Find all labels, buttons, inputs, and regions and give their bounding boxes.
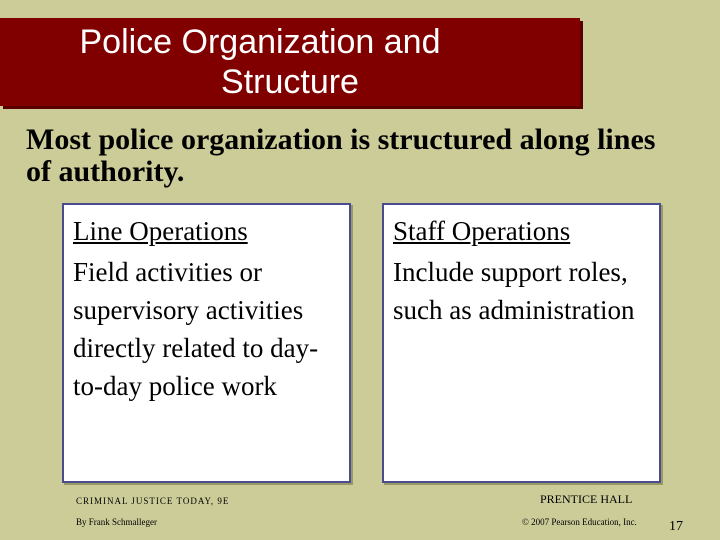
- slide-title: [0, 22, 580, 102]
- page-number: 17: [669, 519, 683, 534]
- line-operations-box: [62, 203, 351, 483]
- footer-author: By Frank Schmalleger: [76, 517, 157, 527]
- staff-operations-body: Include support roles, such as administration: [393, 257, 635, 325]
- title-line-2: Structure: [221, 63, 359, 101]
- title-line-1: Police Organization and: [79, 23, 441, 61]
- line-operations-body: Field activities or supervisory activities directly related to day-to-day police work: [73, 257, 319, 401]
- footer-publisher: PRENTICE HALL: [540, 492, 633, 506]
- staff-operations-heading: Staff Operations: [393, 216, 571, 246]
- footer-book-title: CRIMINAL JUSTICE TODAY, 9E: [76, 496, 230, 506]
- staff-operations-box: [382, 203, 661, 483]
- intro-text: Most police organization is structured along lines of authority.: [26, 123, 656, 188]
- footer-copyright: © 2007 Pearson Education, Inc.: [522, 517, 637, 527]
- line-operations-heading: Line Operations: [73, 216, 248, 246]
- title-banner: [0, 18, 580, 106]
